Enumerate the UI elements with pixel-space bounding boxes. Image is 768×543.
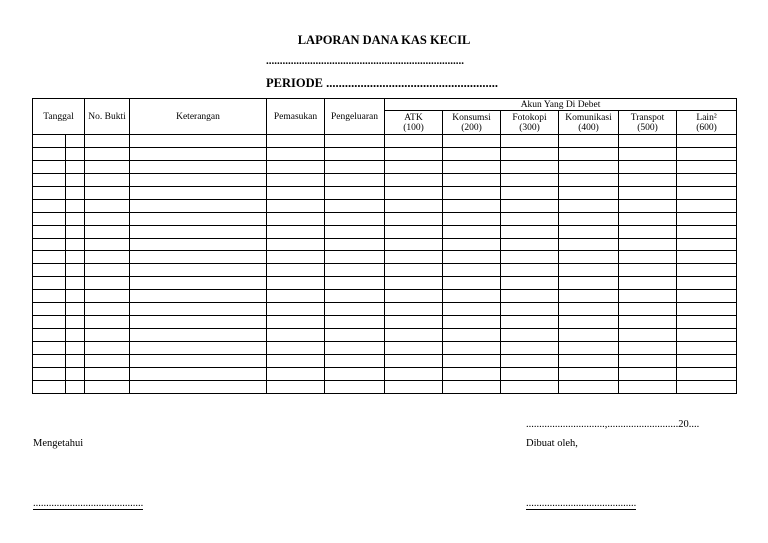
table-cell[interactable] <box>85 367 130 380</box>
table-cell[interactable] <box>443 147 501 160</box>
table-cell[interactable] <box>677 238 737 251</box>
akun-name: Konsumsi <box>452 112 491 123</box>
table-cell[interactable] <box>619 173 677 186</box>
table-cell[interactable] <box>385 354 443 367</box>
table-row <box>33 277 737 290</box>
table-cell[interactable] <box>559 186 619 199</box>
table-cell[interactable] <box>267 316 325 329</box>
signature-line-left: .......................................... <box>33 498 144 509</box>
table-cell[interactable] <box>66 186 85 199</box>
table-cell[interactable] <box>501 264 559 277</box>
col-header-akun-transpot <box>619 111 677 135</box>
table-cell[interactable] <box>677 264 737 277</box>
table-cell[interactable] <box>33 290 66 303</box>
table-cell[interactable] <box>501 238 559 251</box>
table-cell[interactable] <box>325 186 385 199</box>
table-cell[interactable] <box>130 367 267 380</box>
table-cell[interactable] <box>66 316 85 329</box>
table-cell[interactable] <box>325 342 385 355</box>
table-cell[interactable] <box>85 329 130 342</box>
table-cell[interactable] <box>66 173 85 186</box>
table-cell[interactable] <box>677 354 737 367</box>
table-cell[interactable] <box>501 212 559 225</box>
table-cell[interactable] <box>443 367 501 380</box>
table-cell[interactable] <box>559 354 619 367</box>
table-cell[interactable] <box>677 277 737 290</box>
table-cell[interactable] <box>619 342 677 355</box>
mengetahui-label: Mengetahui <box>33 438 84 449</box>
table-cell[interactable] <box>501 199 559 212</box>
table-cell[interactable] <box>559 199 619 212</box>
table-cell[interactable] <box>559 212 619 225</box>
table-cell[interactable] <box>130 380 267 393</box>
table-cell[interactable] <box>66 277 85 290</box>
table-cell[interactable] <box>325 316 385 329</box>
table-cell[interactable] <box>130 212 267 225</box>
table-cell[interactable] <box>619 225 677 238</box>
table-cell[interactable] <box>385 186 443 199</box>
table-cell[interactable] <box>443 264 501 277</box>
table-cell[interactable] <box>619 212 677 225</box>
table-cell[interactable] <box>501 173 559 186</box>
table-row <box>33 342 737 355</box>
table-cell[interactable] <box>619 251 677 264</box>
table-row <box>33 303 737 316</box>
table-cell[interactable] <box>85 199 130 212</box>
table-cell[interactable] <box>501 303 559 316</box>
table-cell[interactable] <box>33 354 66 367</box>
table-cell[interactable] <box>66 367 85 380</box>
table-cell[interactable] <box>619 290 677 303</box>
table-cell[interactable] <box>267 380 325 393</box>
report-title: LAPORAN DANA KAS KECIL <box>297 33 471 47</box>
date-line: ..............................,...........................20.... <box>526 419 700 430</box>
akun-name: Fotokopi <box>512 112 547 123</box>
table-cell[interactable] <box>501 186 559 199</box>
table-cell[interactable] <box>559 380 619 393</box>
table-cell[interactable] <box>385 380 443 393</box>
table-row <box>33 354 737 367</box>
table-cell[interactable] <box>677 160 737 173</box>
akun-code: (500) <box>637 122 658 133</box>
table-cell[interactable] <box>677 316 737 329</box>
akun-name: Transpot <box>630 112 665 123</box>
table-cell[interactable] <box>130 225 267 238</box>
table-cell[interactable] <box>677 342 737 355</box>
table-row <box>33 251 737 264</box>
table-cell[interactable] <box>619 367 677 380</box>
table-cell[interactable] <box>559 367 619 380</box>
table-cell[interactable] <box>385 212 443 225</box>
table-cell[interactable] <box>267 135 325 148</box>
col-header-akun-lain <box>677 111 737 135</box>
col-header-akun-group: Akun Yang Di Debet <box>385 99 737 111</box>
akun-name: Komunikasi <box>565 112 612 123</box>
table-cell[interactable] <box>677 225 737 238</box>
table-cell[interactable] <box>267 277 325 290</box>
table-cell[interactable] <box>85 173 130 186</box>
table-cell[interactable] <box>130 264 267 277</box>
table-cell[interactable] <box>267 225 325 238</box>
table-cell[interactable] <box>501 354 559 367</box>
akun-code: (400) <box>578 122 599 133</box>
table-cell[interactable] <box>33 135 66 148</box>
table-cell[interactable] <box>33 251 66 264</box>
table-cell[interactable] <box>677 380 737 393</box>
table-cell[interactable] <box>33 212 66 225</box>
table-cell[interactable] <box>85 303 130 316</box>
table-cell[interactable] <box>619 329 677 342</box>
table-cell[interactable] <box>66 225 85 238</box>
table-cell[interactable] <box>443 238 501 251</box>
table-cell[interactable] <box>66 264 85 277</box>
table-row <box>33 380 737 393</box>
table-cell[interactable] <box>130 199 267 212</box>
table-cell[interactable] <box>559 160 619 173</box>
table-cell[interactable] <box>677 290 737 303</box>
table-cell[interactable] <box>619 277 677 290</box>
signature-line-right: .......................................... <box>526 498 637 509</box>
table-cell[interactable] <box>267 147 325 160</box>
table-cell[interactable] <box>501 160 559 173</box>
table-cell[interactable] <box>66 290 85 303</box>
table-row <box>33 329 737 342</box>
col-header-pemasukan: Pemasukan <box>267 99 325 135</box>
table-cell[interactable] <box>130 160 267 173</box>
table-cell[interactable] <box>501 367 559 380</box>
table-cell[interactable] <box>85 225 130 238</box>
table-cell[interactable] <box>443 186 501 199</box>
table-cell[interactable] <box>619 380 677 393</box>
table-cell[interactable] <box>325 147 385 160</box>
table-cell[interactable] <box>33 316 66 329</box>
table-cell[interactable] <box>130 329 267 342</box>
table-cell[interactable] <box>443 212 501 225</box>
table-cell[interactable] <box>385 329 443 342</box>
table-cell[interactable] <box>325 225 385 238</box>
table-cell[interactable] <box>619 264 677 277</box>
table-cell[interactable] <box>385 147 443 160</box>
name-dotted-line: ........................................................................ <box>266 55 464 67</box>
table-cell[interactable] <box>325 354 385 367</box>
table-cell[interactable] <box>130 173 267 186</box>
table-cell[interactable] <box>85 342 130 355</box>
table-cell[interactable] <box>325 160 385 173</box>
table-cell[interactable] <box>85 160 130 173</box>
table-cell[interactable] <box>501 342 559 355</box>
table-cell[interactable] <box>619 160 677 173</box>
table-cell[interactable] <box>443 225 501 238</box>
table-cell[interactable] <box>619 303 677 316</box>
table-cell[interactable] <box>385 290 443 303</box>
table-cell[interactable] <box>559 251 619 264</box>
table-cell[interactable] <box>66 160 85 173</box>
table-cell[interactable] <box>267 160 325 173</box>
table-cell[interactable] <box>443 160 501 173</box>
table-cell[interactable] <box>325 238 385 251</box>
table-cell[interactable] <box>66 238 85 251</box>
table-cell[interactable] <box>619 186 677 199</box>
table-row <box>33 212 737 225</box>
table-row <box>33 316 737 329</box>
akun-code: (600) <box>696 122 717 133</box>
table-cell[interactable] <box>559 238 619 251</box>
table-cell[interactable] <box>619 316 677 329</box>
table-cell[interactable] <box>33 238 66 251</box>
table-cell[interactable] <box>325 135 385 148</box>
table-cell[interactable] <box>33 329 66 342</box>
table-cell[interactable] <box>501 329 559 342</box>
table-cell[interactable] <box>267 290 325 303</box>
table-cell[interactable] <box>385 160 443 173</box>
table-row <box>33 186 737 199</box>
table-row <box>33 290 737 303</box>
table-cell[interactable] <box>85 147 130 160</box>
table-cell[interactable] <box>385 264 443 277</box>
table-cell[interactable] <box>677 212 737 225</box>
table-cell[interactable] <box>677 147 737 160</box>
table-cell[interactable] <box>130 342 267 355</box>
table-cell[interactable] <box>385 367 443 380</box>
col-header-akun-fotokopi <box>501 111 559 135</box>
table-row <box>33 173 737 186</box>
table-cell[interactable] <box>85 277 130 290</box>
periode-line: PERIODE ....................................................... <box>266 76 498 90</box>
table-cell[interactable] <box>66 342 85 355</box>
table-cell[interactable] <box>443 199 501 212</box>
table-cell[interactable] <box>559 316 619 329</box>
table-cell[interactable] <box>130 277 267 290</box>
table-cell[interactable] <box>385 303 443 316</box>
ledger-body <box>33 135 737 394</box>
dibuat-oleh-label: Dibuat oleh, <box>526 438 578 449</box>
table-cell[interactable] <box>85 238 130 251</box>
table-cell[interactable] <box>85 251 130 264</box>
akun-name: Lain² <box>696 112 717 123</box>
table-cell[interactable] <box>33 264 66 277</box>
table-cell[interactable] <box>385 135 443 148</box>
table-cell[interactable] <box>559 135 619 148</box>
table-cell[interactable] <box>559 225 619 238</box>
table-cell[interactable] <box>443 303 501 316</box>
table-cell[interactable] <box>66 199 85 212</box>
table-cell[interactable] <box>443 329 501 342</box>
col-header-pengeluaran: Pengeluaran <box>325 99 385 135</box>
table-cell[interactable] <box>501 225 559 238</box>
table-cell[interactable] <box>677 329 737 342</box>
table-cell[interactable] <box>130 147 267 160</box>
table-cell[interactable] <box>325 367 385 380</box>
table-cell[interactable] <box>33 173 66 186</box>
table-cell[interactable] <box>66 380 85 393</box>
table-cell[interactable] <box>677 303 737 316</box>
table-row <box>33 160 737 173</box>
table-cell[interactable] <box>443 173 501 186</box>
table-cell[interactable] <box>677 367 737 380</box>
table-cell[interactable] <box>559 173 619 186</box>
akun-code: (100) <box>403 122 424 133</box>
table-cell[interactable] <box>677 173 737 186</box>
col-header-akun-atk <box>385 111 443 135</box>
akun-name: ATK <box>404 112 423 123</box>
table-cell[interactable] <box>325 277 385 290</box>
table-cell[interactable] <box>33 186 66 199</box>
table-cell[interactable] <box>130 251 267 264</box>
table-cell[interactable] <box>66 329 85 342</box>
table-cell[interactable] <box>85 264 130 277</box>
table-cell[interactable] <box>559 303 619 316</box>
table-cell[interactable] <box>501 277 559 290</box>
table-cell[interactable] <box>619 147 677 160</box>
table-cell[interactable] <box>619 135 677 148</box>
table-cell[interactable] <box>501 316 559 329</box>
table-cell[interactable] <box>559 329 619 342</box>
table-cell[interactable] <box>33 342 66 355</box>
table-cell[interactable] <box>385 238 443 251</box>
table-cell[interactable] <box>619 199 677 212</box>
table-cell[interactable] <box>267 342 325 355</box>
table-cell[interactable] <box>267 367 325 380</box>
ledger-table <box>32 98 737 394</box>
table-cell[interactable] <box>385 199 443 212</box>
table-cell[interactable] <box>33 199 66 212</box>
table-cell[interactable] <box>559 277 619 290</box>
table-cell[interactable] <box>443 342 501 355</box>
table-cell[interactable] <box>33 277 66 290</box>
table-row <box>33 264 737 277</box>
table-cell[interactable] <box>85 316 130 329</box>
table-cell[interactable] <box>66 135 85 148</box>
table-cell[interactable] <box>443 316 501 329</box>
table-cell[interactable] <box>677 199 737 212</box>
table-cell[interactable] <box>325 380 385 393</box>
table-cell[interactable] <box>66 251 85 264</box>
table-cell[interactable] <box>267 329 325 342</box>
table-cell[interactable] <box>385 316 443 329</box>
table-cell[interactable] <box>85 380 130 393</box>
table-cell[interactable] <box>130 238 267 251</box>
table-cell[interactable] <box>85 212 130 225</box>
table-cell[interactable] <box>385 342 443 355</box>
table-cell[interactable] <box>267 264 325 277</box>
table-cell[interactable] <box>325 303 385 316</box>
table-cell[interactable] <box>267 212 325 225</box>
table-cell[interactable] <box>325 290 385 303</box>
table-cell[interactable] <box>130 303 267 316</box>
table-cell[interactable] <box>130 290 267 303</box>
table-cell[interactable] <box>267 173 325 186</box>
table-cell[interactable] <box>33 380 66 393</box>
table-cell[interactable] <box>559 264 619 277</box>
akun-code: (300) <box>519 122 540 133</box>
table-cell[interactable] <box>559 342 619 355</box>
table-cell[interactable] <box>267 238 325 251</box>
table-cell[interactable] <box>33 303 66 316</box>
table-row <box>33 199 737 212</box>
table-row <box>33 135 737 148</box>
table-cell[interactable] <box>66 147 85 160</box>
table-cell[interactable] <box>325 329 385 342</box>
akun-code: (200) <box>461 122 482 133</box>
table-cell[interactable] <box>501 380 559 393</box>
table-cell[interactable] <box>501 135 559 148</box>
table-cell[interactable] <box>443 251 501 264</box>
table-cell[interactable] <box>677 135 737 148</box>
table-cell[interactable] <box>85 186 130 199</box>
table-cell[interactable] <box>85 354 130 367</box>
table-cell[interactable] <box>443 277 501 290</box>
table-cell[interactable] <box>33 367 66 380</box>
table-cell[interactable] <box>677 186 737 199</box>
table-cell[interactable] <box>85 290 130 303</box>
table-cell[interactable] <box>385 277 443 290</box>
table-row <box>33 238 737 251</box>
table-cell[interactable] <box>443 354 501 367</box>
table-cell[interactable] <box>443 290 501 303</box>
table-cell[interactable] <box>66 303 85 316</box>
table-cell[interactable] <box>130 354 267 367</box>
table-cell[interactable] <box>677 251 737 264</box>
table-cell[interactable] <box>267 186 325 199</box>
table-cell[interactable] <box>85 135 130 148</box>
table-cell[interactable] <box>267 303 325 316</box>
table-cell[interactable] <box>66 212 85 225</box>
table-cell[interactable] <box>66 354 85 367</box>
table-cell[interactable] <box>267 354 325 367</box>
table-row <box>33 147 737 160</box>
table-row <box>33 225 737 238</box>
table-cell[interactable] <box>325 173 385 186</box>
table-cell[interactable] <box>267 251 325 264</box>
table-row <box>33 367 737 380</box>
table-cell[interactable] <box>325 251 385 264</box>
table-cell[interactable] <box>501 290 559 303</box>
table-cell[interactable] <box>559 290 619 303</box>
table-cell[interactable] <box>33 160 66 173</box>
table-cell[interactable] <box>385 173 443 186</box>
col-header-keterangan: Keterangan <box>130 99 267 135</box>
table-cell[interactable] <box>501 147 559 160</box>
table-cell[interactable] <box>267 199 325 212</box>
col-header-akun-komunikasi <box>559 111 619 135</box>
table-cell[interactable] <box>501 251 559 264</box>
table-cell[interactable] <box>385 225 443 238</box>
table-cell[interactable] <box>33 225 66 238</box>
table-cell[interactable] <box>443 135 501 148</box>
table-cell[interactable] <box>619 238 677 251</box>
col-header-no-bukti: No. Bukti <box>85 99 130 135</box>
table-cell[interactable] <box>130 316 267 329</box>
table-cell[interactable] <box>325 212 385 225</box>
table-cell[interactable] <box>325 199 385 212</box>
table-cell[interactable] <box>385 251 443 264</box>
table-cell[interactable] <box>619 354 677 367</box>
table-cell[interactable] <box>33 147 66 160</box>
table-cell[interactable] <box>559 147 619 160</box>
table-cell[interactable] <box>130 135 267 148</box>
col-header-akun-konsumsi <box>443 111 501 135</box>
table-cell[interactable] <box>325 264 385 277</box>
table-cell[interactable] <box>130 186 267 199</box>
table-cell[interactable] <box>443 380 501 393</box>
col-header-tanggal: Tanggal <box>33 99 85 135</box>
